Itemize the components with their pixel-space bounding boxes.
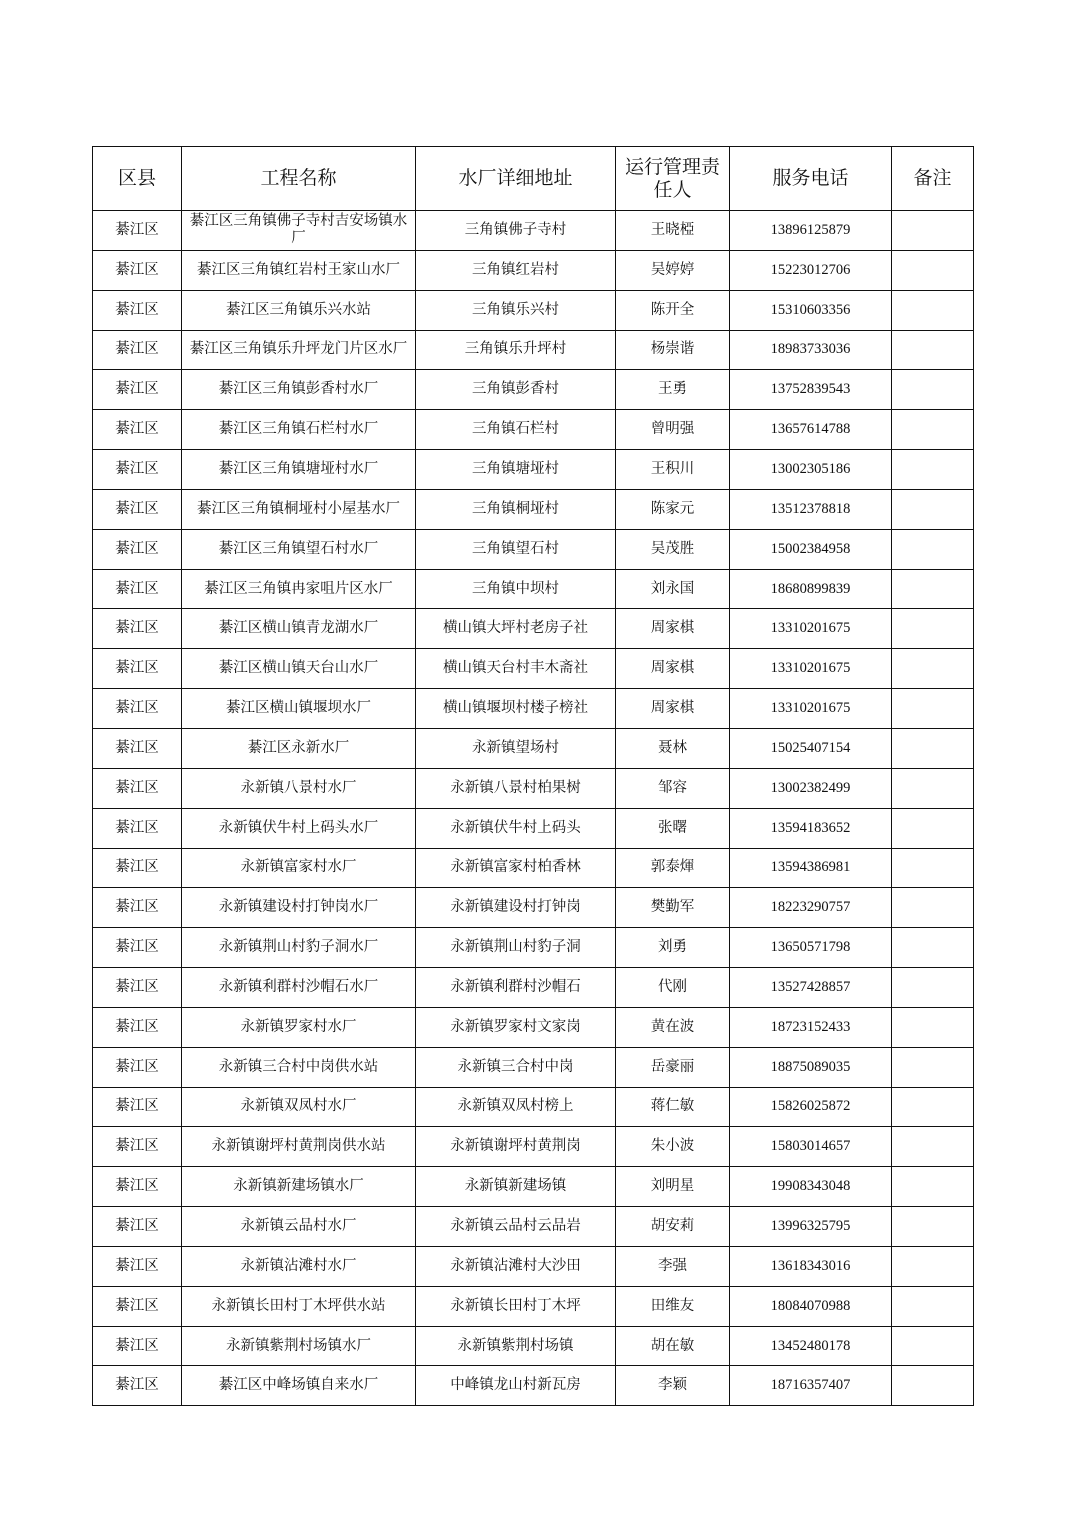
- phone-cell: 13657614788: [730, 410, 892, 450]
- remarks-cell: [892, 1326, 974, 1366]
- remarks-cell: [892, 211, 974, 251]
- district-cell: 綦江区: [93, 649, 182, 689]
- project-name-cell: 綦江区三角镇望石村水厂: [182, 529, 416, 569]
- header-address: 水厂详细地址: [416, 147, 616, 211]
- manager-cell: 曾明强: [616, 410, 730, 450]
- manager-cell: 周家棋: [616, 609, 730, 649]
- table-row: [93, 290, 974, 330]
- phone-cell: 13002382499: [730, 768, 892, 808]
- address-cell: 永新镇荆山村豹子洞: [416, 928, 616, 968]
- manager-cell: 胡安莉: [616, 1207, 730, 1247]
- remarks-cell: [892, 1366, 974, 1406]
- address-cell: 永新镇双凤村榜上: [416, 1087, 616, 1127]
- address-cell: 三角镇彭香村: [416, 370, 616, 410]
- remarks-cell: [892, 1286, 974, 1326]
- remarks-cell: [892, 728, 974, 768]
- district-cell: 綦江区: [93, 728, 182, 768]
- project-name-cell: 永新镇双凤村水厂: [182, 1087, 416, 1127]
- table-row: [93, 968, 974, 1008]
- phone-cell: 13310201675: [730, 609, 892, 649]
- table-row: [93, 370, 974, 410]
- address-cell: 三角镇桐垭村: [416, 489, 616, 529]
- project-name-cell: 永新镇罗家村水厂: [182, 1007, 416, 1047]
- district-cell: 綦江区: [93, 450, 182, 490]
- phone-cell: 13527428857: [730, 968, 892, 1008]
- remarks-cell: [892, 370, 974, 410]
- table-row: [93, 609, 974, 649]
- district-cell: 綦江区: [93, 1127, 182, 1167]
- district-cell: 綦江区: [93, 1167, 182, 1207]
- project-name-cell: 永新镇荆山村豹子洞水厂: [182, 928, 416, 968]
- manager-cell: 李强: [616, 1246, 730, 1286]
- phone-cell: 19908343048: [730, 1167, 892, 1207]
- remarks-cell: [892, 489, 974, 529]
- phone-cell: 18723152433: [730, 1007, 892, 1047]
- table-row: [93, 689, 974, 729]
- manager-cell: 张曙: [616, 808, 730, 848]
- project-name-cell: 永新镇伏牛村上码头水厂: [182, 808, 416, 848]
- manager-cell: 朱小波: [616, 1127, 730, 1167]
- table-row: [93, 1087, 974, 1127]
- project-name-cell: 永新镇谢坪村黄荆岗供水站: [182, 1127, 416, 1167]
- district-cell: 綦江区: [93, 1366, 182, 1406]
- district-cell: 綦江区: [93, 489, 182, 529]
- phone-cell: 18680899839: [730, 569, 892, 609]
- address-cell: 永新镇新建场镇: [416, 1167, 616, 1207]
- address-cell: 永新镇建设村打钟岗: [416, 888, 616, 928]
- project-name-cell: 綦江区横山镇堰坝水厂: [182, 689, 416, 729]
- table-row: [93, 888, 974, 928]
- manager-cell: 周家棋: [616, 649, 730, 689]
- project-name-cell: 永新镇三合村中岗供水站: [182, 1047, 416, 1087]
- address-cell: 永新镇望场村: [416, 728, 616, 768]
- district-cell: 綦江区: [93, 768, 182, 808]
- table-row: [93, 1326, 974, 1366]
- phone-cell: 13896125879: [730, 211, 892, 251]
- table-row: [93, 569, 974, 609]
- address-cell: 三角镇红岩村: [416, 250, 616, 290]
- project-name-cell: 綦江区三角镇乐兴水站: [182, 290, 416, 330]
- project-name-cell: 綦江区三角镇彭香村水厂: [182, 370, 416, 410]
- table-row: [93, 250, 974, 290]
- table-row: [93, 1246, 974, 1286]
- header-row: [93, 147, 974, 211]
- address-cell: 三角镇中坝村: [416, 569, 616, 609]
- district-cell: 綦江区: [93, 888, 182, 928]
- manager-cell: 邹容: [616, 768, 730, 808]
- phone-cell: 15826025872: [730, 1087, 892, 1127]
- project-name-cell: 綦江区三角镇塘垭村水厂: [182, 450, 416, 490]
- remarks-cell: [892, 888, 974, 928]
- remarks-cell: [892, 250, 974, 290]
- address-cell: 三角镇佛子寺村: [416, 211, 616, 251]
- address-cell: 中峰镇龙山村新瓦房: [416, 1366, 616, 1406]
- address-cell: 永新镇紫荆村场镇: [416, 1326, 616, 1366]
- district-cell: 綦江区: [93, 968, 182, 1008]
- phone-cell: 15223012706: [730, 250, 892, 290]
- manager-cell: 周家棋: [616, 689, 730, 729]
- project-name-cell: 綦江区三角镇佛子寺村吉安场镇水厂: [182, 211, 416, 251]
- phone-cell: 18223290757: [730, 888, 892, 928]
- remarks-cell: [892, 609, 974, 649]
- header-project-name: 工程名称: [182, 147, 416, 211]
- project-name-cell: 永新镇云品村水厂: [182, 1207, 416, 1247]
- address-cell: 三角镇乐兴村: [416, 290, 616, 330]
- project-name-cell: 永新镇八景村水厂: [182, 768, 416, 808]
- district-cell: 綦江区: [93, 330, 182, 370]
- district-cell: 綦江区: [93, 928, 182, 968]
- project-name-cell: 永新镇建设村打钟岗水厂: [182, 888, 416, 928]
- phone-cell: 13618343016: [730, 1246, 892, 1286]
- manager-cell: 代刚: [616, 968, 730, 1008]
- address-cell: 永新镇三合村中岗: [416, 1047, 616, 1087]
- remarks-cell: [892, 330, 974, 370]
- manager-cell: 聂林: [616, 728, 730, 768]
- district-cell: 綦江区: [93, 1286, 182, 1326]
- manager-cell: 陈家元: [616, 489, 730, 529]
- phone-cell: 13594183652: [730, 808, 892, 848]
- phone-cell: 13594386981: [730, 848, 892, 888]
- remarks-cell: [892, 848, 974, 888]
- table-row: [93, 808, 974, 848]
- remarks-cell: [892, 808, 974, 848]
- phone-cell: 18875089035: [730, 1047, 892, 1087]
- manager-cell: 胡在敏: [616, 1326, 730, 1366]
- district-cell: 綦江区: [93, 1047, 182, 1087]
- manager-cell: 陈开全: [616, 290, 730, 330]
- district-cell: 綦江区: [93, 1207, 182, 1247]
- address-cell: 三角镇石栏村: [416, 410, 616, 450]
- district-cell: 綦江区: [93, 250, 182, 290]
- manager-cell: 李颖: [616, 1366, 730, 1406]
- table-row: [93, 1007, 974, 1047]
- manager-cell: 王勇: [616, 370, 730, 410]
- project-name-cell: 綦江区三角镇桐垭村小屋基水厂: [182, 489, 416, 529]
- manager-cell: 刘明星: [616, 1167, 730, 1207]
- project-name-cell: 綦江区三角镇红岩村王家山水厂: [182, 250, 416, 290]
- address-cell: 永新镇利群村沙帽石: [416, 968, 616, 1008]
- address-cell: 横山镇大坪村老房子社: [416, 609, 616, 649]
- remarks-cell: [892, 768, 974, 808]
- project-name-cell: 綦江区中峰场镇自来水厂: [182, 1366, 416, 1406]
- address-cell: 三角镇乐升坪村: [416, 330, 616, 370]
- district-cell: 綦江区: [93, 609, 182, 649]
- table-body: [93, 211, 974, 1406]
- phone-cell: 13996325795: [730, 1207, 892, 1247]
- district-cell: 綦江区: [93, 211, 182, 251]
- remarks-cell: [892, 410, 974, 450]
- water-plant-table: [92, 146, 974, 1406]
- project-name-cell: 永新镇长田村丁木坪供水站: [182, 1286, 416, 1326]
- header-remarks: 备注: [892, 147, 974, 211]
- manager-cell: 王晓椏: [616, 211, 730, 251]
- manager-cell: 吴婷婷: [616, 250, 730, 290]
- project-name-cell: 綦江区横山镇青龙湖水厂: [182, 609, 416, 649]
- district-cell: 綦江区: [93, 370, 182, 410]
- remarks-cell: [892, 1167, 974, 1207]
- project-name-cell: 永新镇富家村水厂: [182, 848, 416, 888]
- district-cell: 綦江区: [93, 290, 182, 330]
- manager-cell: 刘永国: [616, 569, 730, 609]
- phone-cell: 13310201675: [730, 649, 892, 689]
- phone-cell: 15025407154: [730, 728, 892, 768]
- table-row: [93, 330, 974, 370]
- manager-cell: 杨崇谐: [616, 330, 730, 370]
- phone-cell: 13512378818: [730, 489, 892, 529]
- address-cell: 永新镇长田村丁木坪: [416, 1286, 616, 1326]
- district-cell: 綦江区: [93, 1007, 182, 1047]
- phone-cell: 15310603356: [730, 290, 892, 330]
- address-cell: 永新镇沾滩村大沙田: [416, 1246, 616, 1286]
- project-name-cell: 永新镇利群村沙帽石水厂: [182, 968, 416, 1008]
- remarks-cell: [892, 1127, 974, 1167]
- district-cell: 綦江区: [93, 569, 182, 609]
- phone-cell: 13452480178: [730, 1326, 892, 1366]
- table-row: [93, 649, 974, 689]
- address-cell: 横山镇堰坝村楼子榜社: [416, 689, 616, 729]
- remarks-cell: [892, 928, 974, 968]
- header-manager: 运行管理责任人: [616, 147, 730, 211]
- table-row: [93, 768, 974, 808]
- remarks-cell: [892, 529, 974, 569]
- address-cell: 横山镇天台村丰木斋社: [416, 649, 616, 689]
- address-cell: 三角镇望石村: [416, 529, 616, 569]
- table-row: [93, 1286, 974, 1326]
- district-cell: 綦江区: [93, 808, 182, 848]
- project-name-cell: 綦江区横山镇天台山水厂: [182, 649, 416, 689]
- remarks-cell: [892, 290, 974, 330]
- phone-cell: 18084070988: [730, 1286, 892, 1326]
- phone-cell: 18716357407: [730, 1366, 892, 1406]
- district-cell: 綦江区: [93, 1326, 182, 1366]
- table-row: [93, 410, 974, 450]
- phone-cell: 13002305186: [730, 450, 892, 490]
- manager-cell: 蒋仁敏: [616, 1087, 730, 1127]
- table-row: [93, 450, 974, 490]
- table-row: [93, 928, 974, 968]
- table-row: [93, 1127, 974, 1167]
- phone-cell: 18983733036: [730, 330, 892, 370]
- address-cell: 永新镇八景村柏果树: [416, 768, 616, 808]
- district-cell: 綦江区: [93, 689, 182, 729]
- remarks-cell: [892, 968, 974, 1008]
- address-cell: 永新镇谢坪村黄荆岗: [416, 1127, 616, 1167]
- project-name-cell: 綦江区三角镇石栏村水厂: [182, 410, 416, 450]
- table-row: [93, 848, 974, 888]
- manager-cell: 黄在波: [616, 1007, 730, 1047]
- header-phone: 服务电话: [730, 147, 892, 211]
- remarks-cell: [892, 1087, 974, 1127]
- project-name-cell: 永新镇沾滩村水厂: [182, 1246, 416, 1286]
- phone-cell: 13650571798: [730, 928, 892, 968]
- remarks-cell: [892, 450, 974, 490]
- project-name-cell: 永新镇新建场镇水厂: [182, 1167, 416, 1207]
- phone-cell: 15002384958: [730, 529, 892, 569]
- remarks-cell: [892, 689, 974, 729]
- table-row: [93, 529, 974, 569]
- address-cell: 永新镇云品村云品岩: [416, 1207, 616, 1247]
- district-cell: 綦江区: [93, 848, 182, 888]
- address-cell: 永新镇伏牛村上码头: [416, 808, 616, 848]
- manager-cell: 郭泰煇: [616, 848, 730, 888]
- manager-cell: 王积川: [616, 450, 730, 490]
- address-cell: 永新镇罗家村文家岗: [416, 1007, 616, 1047]
- manager-cell: 樊勤军: [616, 888, 730, 928]
- table-row: [93, 728, 974, 768]
- project-name-cell: 永新镇紫荆村场镇水厂: [182, 1326, 416, 1366]
- remarks-cell: [892, 569, 974, 609]
- header-district: 区县: [93, 147, 182, 211]
- manager-cell: 吴茂胜: [616, 529, 730, 569]
- remarks-cell: [892, 1246, 974, 1286]
- district-cell: 綦江区: [93, 410, 182, 450]
- table-row: [93, 489, 974, 529]
- manager-cell: 岳豪丽: [616, 1047, 730, 1087]
- table-row: [93, 1366, 974, 1406]
- phone-cell: 13752839543: [730, 370, 892, 410]
- table-row: [93, 1167, 974, 1207]
- address-cell: 永新镇富家村柏香林: [416, 848, 616, 888]
- remarks-cell: [892, 1047, 974, 1087]
- phone-cell: 15803014657: [730, 1127, 892, 1167]
- table-row: [93, 1047, 974, 1087]
- remarks-cell: [892, 1207, 974, 1247]
- remarks-cell: [892, 1007, 974, 1047]
- district-cell: 綦江区: [93, 1087, 182, 1127]
- project-name-cell: 綦江区三角镇乐升坪龙门片区水厂: [182, 330, 416, 370]
- project-name-cell: 綦江区永新水厂: [182, 728, 416, 768]
- phone-cell: 13310201675: [730, 689, 892, 729]
- project-name-cell: 綦江区三角镇冉家咀片区水厂: [182, 569, 416, 609]
- district-cell: 綦江区: [93, 1246, 182, 1286]
- manager-cell: 刘勇: [616, 928, 730, 968]
- table-row: [93, 1207, 974, 1247]
- district-cell: 綦江区: [93, 529, 182, 569]
- manager-cell: 田维友: [616, 1286, 730, 1326]
- remarks-cell: [892, 649, 974, 689]
- table-row: [93, 211, 974, 251]
- address-cell: 三角镇塘垭村: [416, 450, 616, 490]
